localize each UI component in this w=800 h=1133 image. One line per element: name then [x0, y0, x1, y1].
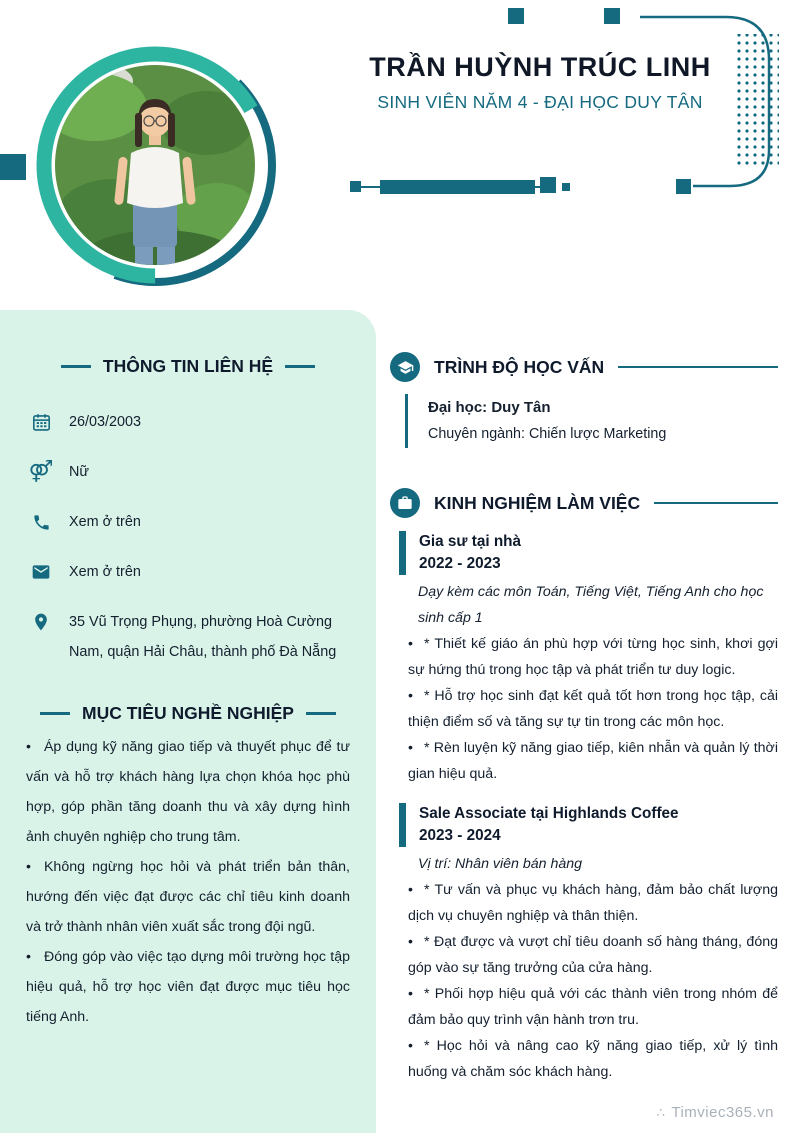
job-title: Sale Associate tại Highlands Coffee [419, 805, 679, 822]
deco-square-small [562, 183, 570, 191]
job-title-block [399, 803, 778, 847]
job-bullet: • * Tư vấn và phục vụ khách hàng, đảm bảo chất lượng dịch vụ chuyên nghiệp và thân thiện. [390, 877, 778, 929]
objective-item: • Áp dụng kỹ năng giao tiếp và thuyết phục để tư vấn và hỗ trợ khách hàng lựa chọn khóa học phù hợp, góp phần tăng doanh thu và xây dựng hình ảnh chuyên nghiệp cho trung tâm. [26, 732, 350, 852]
contact-item-text: Xem ở trên [69, 514, 141, 530]
job-bullet: • * Đạt được và vượt chỉ tiêu doanh số hàng tháng, đóng góp vào sự tăng trưởng của cửa hàng. [390, 929, 778, 981]
deco-square-mid [676, 179, 691, 194]
contact-item-birthday [30, 407, 350, 437]
contact-list [26, 407, 350, 667]
briefcase-icon [390, 488, 420, 518]
deco-square-top-2 [604, 8, 620, 24]
experience-entry [390, 531, 778, 787]
job-bullet: • * Rèn luyện kỹ năng giao tiếp, kiên nhẫn và quản lý thời gian hiệu quả. [390, 735, 778, 787]
education-degree: Đại học: Duy Tân [428, 399, 551, 416]
heading-line-left [61, 365, 91, 368]
education-major: Chuyên ngành: Chiến lược Marketing [428, 426, 667, 442]
job-title: Gia sư tại nhà [419, 533, 522, 550]
gender-icon: ⚤ [28, 460, 54, 483]
contact-item-text: 35 Vũ Trọng Phụng, phường Hoà Cường Nam, quận Hải Châu, thành phố Đà Nẵng [69, 614, 337, 660]
watermark-text: Timviec365.vn [671, 1104, 774, 1121]
job-period: 2023 - 2024 [419, 827, 501, 844]
job-bullet-list [390, 877, 778, 1085]
job-bullet: • * Thiết kế giáo án phù hợp với từng học sinh, khơi gợi sự hứng thú trong học tập và phát triển tư duy logic. [390, 631, 778, 683]
watermark [657, 1104, 774, 1121]
objective-section-heading [26, 703, 350, 724]
heading-rule [654, 502, 778, 504]
deco-square-bar-right [540, 177, 556, 193]
objective-heading-text: MỤC TIÊU NGHỀ NGHIỆP [82, 703, 294, 723]
heading-line-left [40, 712, 70, 715]
email-icon [30, 561, 52, 583]
main-column [390, 352, 778, 1085]
header-name-block [330, 52, 750, 113]
contact-item-phone [30, 507, 350, 537]
job-bullet: • * Học hỏi và nâng cao kỹ năng giao tiếp, xử lý tình huống và chăm sóc khách hàng. [390, 1033, 778, 1085]
education-entry [405, 394, 778, 448]
experience-section-heading [390, 488, 778, 518]
contact-item-text: Xem ở trên [69, 564, 141, 580]
education-heading-text: TRÌNH ĐỘ HỌC VẤN [434, 356, 605, 377]
graduation-cap-icon [390, 352, 420, 382]
deco-thick-bar [380, 180, 535, 194]
objective-item: • Không ngừng học hỏi và phát triển bản thân, hướng đến việc đạt được các chỉ tiêu kinh doanh và trở thành nhân viên xuất sắc trong đội ngũ. [26, 852, 350, 942]
deco-square-left [0, 154, 26, 180]
contact-section-heading [26, 356, 350, 377]
job-period: 2022 - 2023 [419, 555, 501, 572]
contact-heading-text: THÔNG TIN LIÊN HỆ [102, 356, 274, 376]
contact-item-text: 26/03/2003 [69, 414, 142, 430]
objective-list [26, 732, 350, 1032]
calendar-icon [30, 411, 52, 433]
job-title-block [399, 531, 778, 575]
heading-rule [618, 366, 778, 368]
watermark-dots-icon: ∴ [656, 1105, 666, 1120]
heading-line-right [285, 365, 315, 368]
location-icon [30, 611, 52, 633]
profile-photo [28, 28, 290, 304]
job-summary: Dạy kèm các môn Toán, Tiếng Việt, Tiếng Anh cho học sinh cấp 1 [418, 584, 764, 626]
job-bullet: • * Hỗ trợ học sinh đạt kết quả tốt hơn trong học tập, cải thiện điểm số và tăng sự tự tin trong các môn học. [390, 683, 778, 735]
job-bullet-list [390, 631, 778, 787]
education-section-heading [390, 352, 778, 382]
heading-line-right [306, 712, 336, 715]
experience-heading-text: KINH NGHIỆM LÀM VIỆC [434, 492, 641, 513]
experience-entry [390, 803, 778, 1085]
contact-item-gender [30, 457, 350, 487]
deco-square-top-1 [508, 8, 524, 24]
phone-icon [30, 511, 52, 533]
job-summary: Vị trí: Nhân viên bán hàng [418, 856, 583, 872]
candidate-name: TRẦN HUỲNH TRÚC LINH [369, 52, 711, 82]
candidate-subtitle: SINH VIÊN NĂM 4 - ĐẠI HỌC DUY TÂN [377, 92, 703, 112]
sidebar [0, 310, 376, 1133]
contact-item-email [30, 557, 350, 587]
objective-item: • Đóng góp vào việc tạo dựng môi trường học tập hiệu quả, hỗ trợ học viên đạt được mục tiêu học tiếng Anh. [26, 942, 350, 1032]
job-bullet: • * Phối hợp hiệu quả với các thành viên trong nhóm để đảm bảo quy trình vận hành trơn tru. [390, 981, 778, 1033]
contact-item-text: Nữ [69, 464, 90, 480]
contact-item-address [30, 607, 350, 667]
